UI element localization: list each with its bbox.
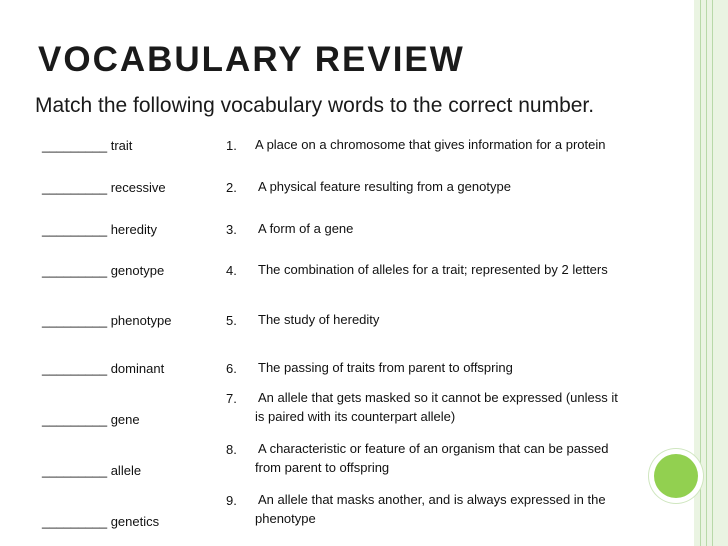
definition-text: An allele that gets masked so it cannot be expressed (unless it bbox=[258, 390, 618, 405]
definition-text: A characteristic or feature of an organism that can be passed bbox=[258, 441, 609, 456]
definition-number: 8. bbox=[226, 442, 237, 457]
answer-blank: _________ bbox=[42, 138, 108, 153]
vocab-word: phenotype bbox=[110, 313, 172, 328]
word-entry bbox=[42, 180, 166, 195]
definition-number: 3. bbox=[226, 222, 237, 237]
answer-blank: _________ bbox=[42, 263, 108, 278]
vocab-word: recessive bbox=[110, 180, 166, 195]
definition-number: 4. bbox=[226, 263, 237, 278]
vocab-word: genotype bbox=[110, 263, 165, 278]
answer-blank: _________ bbox=[42, 412, 108, 427]
page-title: VOCABULARY REVIEW bbox=[38, 40, 465, 79]
definition-text: An allele that masks another, and is always expressed in the bbox=[258, 492, 606, 507]
answer-blank: _________ bbox=[42, 514, 108, 529]
definition-number: 2. bbox=[226, 180, 237, 195]
decorative-circle bbox=[654, 454, 698, 498]
definition-number: 6. bbox=[226, 361, 237, 376]
answer-blank: _________ bbox=[42, 313, 108, 328]
vocab-word: dominant bbox=[110, 361, 165, 376]
vocab-word: allele bbox=[110, 463, 142, 478]
answer-blank: _________ bbox=[42, 180, 108, 195]
word-entry bbox=[42, 463, 141, 478]
word-entry bbox=[42, 263, 164, 278]
answer-blank: _________ bbox=[42, 361, 108, 376]
word-entry bbox=[42, 222, 157, 237]
vocab-word: heredity bbox=[110, 222, 157, 237]
word-entry bbox=[42, 361, 164, 376]
definition-text-continued: is paired with its counterpart allele) bbox=[255, 409, 456, 424]
definition-number: 1. bbox=[226, 138, 237, 153]
definition-text-continued: phenotype bbox=[255, 511, 316, 526]
definition-number: 9. bbox=[226, 493, 237, 508]
answer-blank: _________ bbox=[42, 222, 108, 237]
definition-text: The study of heredity bbox=[258, 312, 380, 327]
definition-text-continued: from parent to offspring bbox=[255, 460, 390, 475]
definition-text: A place on a chromosome that gives information for a protein bbox=[255, 137, 606, 152]
definition-number: 5. bbox=[226, 313, 237, 328]
word-entry bbox=[42, 313, 171, 328]
definition-text: A physical feature resulting from a genotype bbox=[258, 179, 511, 194]
instructions: Match the following vocabulary words to the correct number. bbox=[35, 94, 595, 117]
word-entry bbox=[42, 412, 140, 427]
vocab-word: trait bbox=[110, 138, 133, 153]
vocab-word: genetics bbox=[110, 514, 160, 529]
definition-text: The combination of alleles for a trait; represented by 2 letters bbox=[258, 262, 608, 277]
word-entry bbox=[42, 138, 132, 153]
definition-number: 7. bbox=[226, 391, 237, 406]
definition-text: A form of a gene bbox=[258, 221, 354, 236]
answer-blank: _________ bbox=[42, 463, 108, 478]
definition-text: The passing of traits from parent to offspring bbox=[258, 360, 513, 375]
decorative-side-bar bbox=[694, 0, 728, 546]
vocab-word: gene bbox=[110, 412, 140, 427]
word-entry bbox=[42, 514, 159, 529]
